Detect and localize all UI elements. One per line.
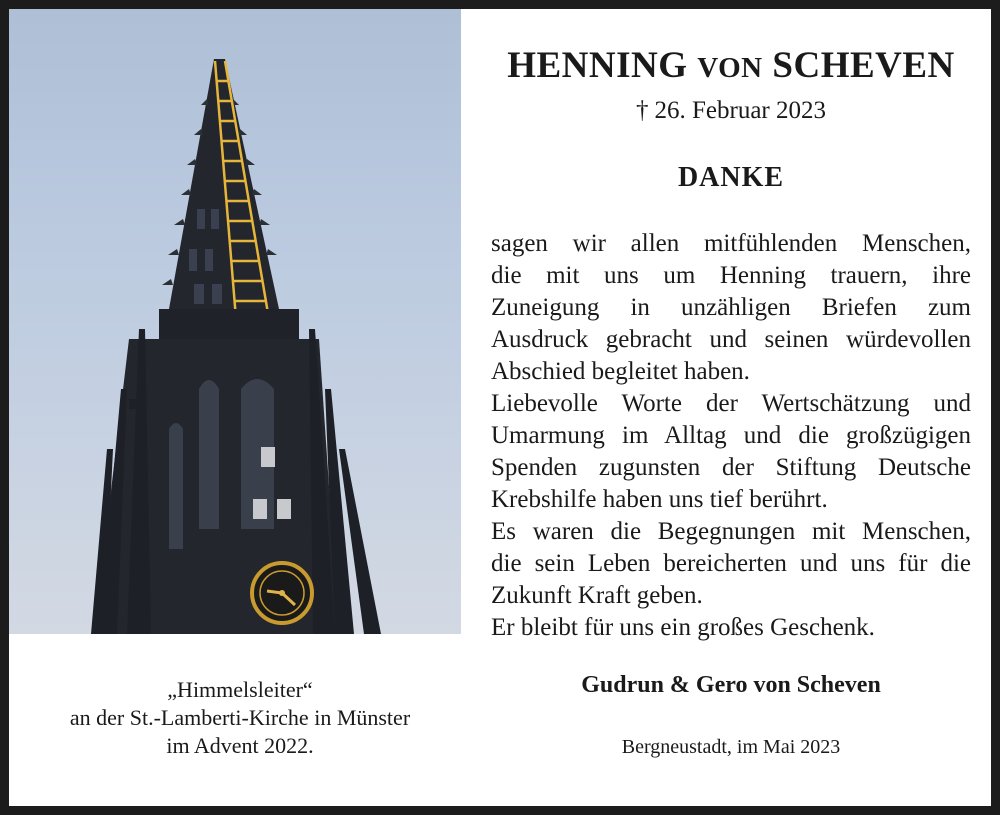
text-line: Umarmung im Alltag und die großzügigen — [491, 422, 971, 449]
text-line: Liebevolle Worte der Wertschätzung und — [491, 390, 971, 417]
text-line: Es waren die Begegnungen mit Menschen, — [491, 518, 971, 545]
text-line: die mit uns um Henning trauern, ihre — [491, 262, 971, 289]
text-line: Ausdruck gebracht und seinen würdevollen — [491, 326, 971, 353]
tower-clock — [252, 563, 312, 623]
cross-icon: † — [636, 97, 649, 124]
photo-church-spire — [9, 9, 461, 634]
text-line: Krebshilfe haben uns tief berührt. — [491, 486, 828, 513]
text-line: Zukunft Kraft geben. — [491, 582, 703, 609]
death-date-line — [476, 97, 986, 125]
heading-danke: DANKE — [677, 162, 785, 193]
place-date: Bergneustadt, im Mai 2023 — [621, 736, 841, 758]
death-date: 26. Februar 2023 — [654, 97, 826, 124]
text-line: sagen wir allen mitfühlenden Menschen, — [491, 230, 971, 257]
thank-you-text — [491, 228, 971, 644]
caption-line: „Himmelsleiter“ — [167, 677, 313, 702]
text-line: Abschied begleitet haben. — [491, 358, 750, 385]
name-particle: VON — [697, 52, 763, 84]
text-line: die sein Leben bereicherten und uns für die — [491, 550, 971, 577]
name-last: SCHEVEN — [772, 45, 955, 86]
text-line: Spenden zugunsten der Stiftung Deutsche — [491, 454, 971, 481]
photo-caption — [30, 676, 450, 760]
caption-line: im Advent 2022. — [166, 733, 314, 758]
text-line: Er bleibt für uns ein großes Geschenk. — [491, 614, 875, 641]
text-line: Zuneigung in unzähligen Briefen zum — [491, 294, 971, 321]
name-first: HENNING — [507, 45, 688, 86]
caption-line: an der St.-Lamberti-Kirche in Münster — [69, 705, 411, 730]
signature: Gudrun & Gero von Scheven — [581, 672, 881, 698]
deceased-name — [476, 44, 986, 87]
